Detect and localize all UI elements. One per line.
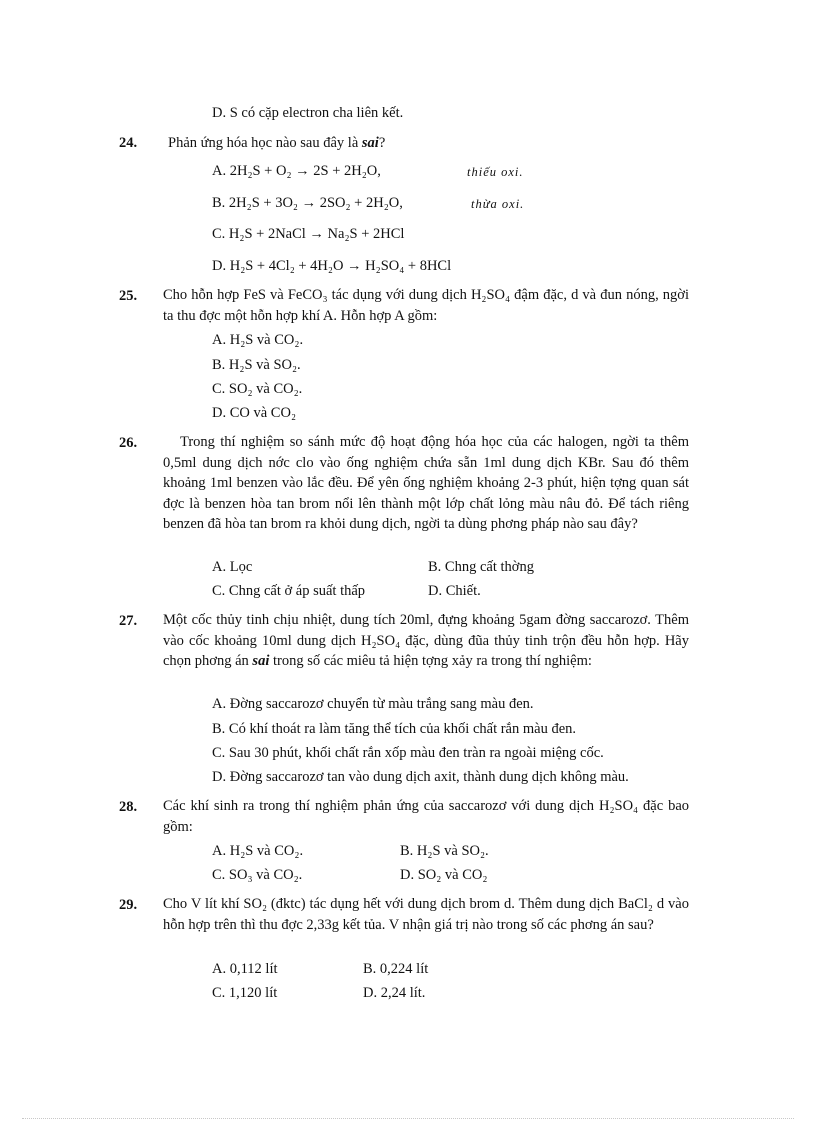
- question-27-option-d: D. Đờng saccarozơ tan vào dung dịch axit, thành dung dịch không màu.: [212, 769, 629, 785]
- question-24-option-b: B. 2H₂S + 3O₂ → 2SO₂ + 2H₂O,: [212, 195, 403, 211]
- question-24-stem: [168, 134, 385, 152]
- question-27-stem-end: trong số các miêu tả hiện tợng xảy ra trong thí nghiệm:: [269, 653, 592, 670]
- prev-option-d: D. S có cặp electron cha liên kết.: [212, 105, 404, 121]
- question-25-option-c: C. SO₂ và CO₂.: [212, 381, 303, 397]
- question-27-option-c: C. Sau 30 phút, khối chất rắn xốp màu đen tràn ra ngoài miệng cốc.: [212, 745, 604, 761]
- question-26-stem: Trong thí nghiệm so sánh mức độ hoạt động hóa học của các halogen, ngời ta thêm 0,5ml dung dịch nớc clo vào ống nghiệm chứa sẵn 1ml dung dịch KBr. Sau đó thêm khoảng 1ml benzen vào lắc đều. Để yên ống nghiệm khoảng 2-3 phút, hiện tợng quan sát đợc là benzen hòa tan brom nổi lên thành một lớp chất lỏng màu nâu đỏ. Để tách riêng benzen đã hòa tan brom ra khỏi dung dịch, ngời ta dùng phơng pháp nào sau đây?: [163, 434, 689, 533]
- question-28-option-a: A. H₂S và CO₂.: [212, 843, 304, 859]
- question-24-option-c: C. H₂S + 2NaCl → Na₂S + 2HCl: [212, 226, 405, 242]
- question-27-option-a: A. Đờng saccarozơ chuyển từ màu trắng sang màu đen.: [212, 696, 534, 712]
- question-27-stem-emphasis: sai: [252, 653, 270, 670]
- question-29-option-c: C. 1,120 lít: [212, 985, 278, 1001]
- question-25-option-a: A. H₂S và CO₂.: [212, 332, 304, 348]
- question-28-option-b: B. H₂S và SO₂.: [400, 843, 489, 859]
- question-24-stem-text: Phản ứng hóa học nào sau đây là: [168, 135, 362, 151]
- question-24-stem-emphasis: sai: [361, 135, 379, 151]
- question-24-option-d: D. H₂S + 4Cl₂ + 4H₂O → H₂SO₄ + 8HCl: [212, 258, 452, 274]
- question-27-option-b: B. Có khí thoát ra làm tăng thể tích của khối chất rắn màu đen.: [212, 721, 577, 737]
- question-24-number: 24.: [119, 135, 138, 151]
- question-29-stem: Cho V lít khí SO₂ (đktc) tác dụng hết với dung dịch brom d. Thêm dung dịch BaCl₂ d vào hỗn hợp trên thì thu đợc 2,33g kết tủa. V nhận giá trị nào trong số các phơng án sau?: [163, 896, 689, 933]
- question-29-option-b: B. 0,224 lít: [363, 961, 429, 977]
- question-24-option-b-note: thừa oxi.: [471, 197, 525, 211]
- question-26-option-a: A. Lọc: [212, 559, 253, 575]
- question-28-option-d: D. SO₂ và CO₂: [400, 867, 488, 883]
- question-27-stem: [163, 610, 689, 672]
- question-26-option-d: D. Chiết.: [428, 583, 481, 599]
- question-27-stem-text: Một cốc thủy tinh chịu nhiệt, dung tích 20ml, đựng khoảng 5gam đờng saccarozơ. Thêm vào cốc khoảng 10ml dung dịch H₂SO₄ đặc, dùng đũa thủy tinh trộn đều hỗn hợp. Hãy chọn phơng án: [163, 612, 689, 670]
- question-27-number: 27.: [119, 613, 138, 629]
- question-29-number: 29.: [119, 897, 138, 913]
- question-25-option-d: D. CO và CO₂: [212, 405, 296, 421]
- question-24-stem-end: ?: [378, 135, 386, 151]
- question-26-option-b: B. Chng cất thờng: [428, 559, 534, 575]
- question-29-option-d: D. 2,24 lít.: [363, 985, 426, 1001]
- question-28-stem: Các khí sinh ra trong thí nghiệm phản ứng của saccarozơ với dung dịch H₂SO₄ đặc bao gồm:: [163, 798, 689, 835]
- question-24-option-a: A. 2H₂S + O₂ → 2S + 2H₂O,: [212, 163, 381, 179]
- question-25-number: 25.: [119, 288, 138, 304]
- question-26-option-c: C. Chng cất ở áp suất thấp: [212, 583, 366, 599]
- question-29-option-a: A. 0,112 lít: [212, 961, 278, 977]
- question-28-option-c: C. SO₃ và CO₂.: [212, 867, 303, 883]
- question-24-option-a-note: thiếu oxi.: [467, 165, 524, 179]
- question-26-number: 26.: [119, 435, 138, 451]
- question-28-number: 28.: [119, 799, 138, 815]
- page-bottom-divider: [22, 1118, 794, 1119]
- question-25-stem: Cho hỗn hợp FeS và FeCO₃ tác dụng với dung dịch H₂SO₄ đậm đặc, d và đun nóng, ngời ta thu đợc một hỗn hợp khí A. Hỗn hợp A gồm:: [163, 287, 689, 324]
- question-25-option-b: B. H₂S và SO₂.: [212, 357, 301, 373]
